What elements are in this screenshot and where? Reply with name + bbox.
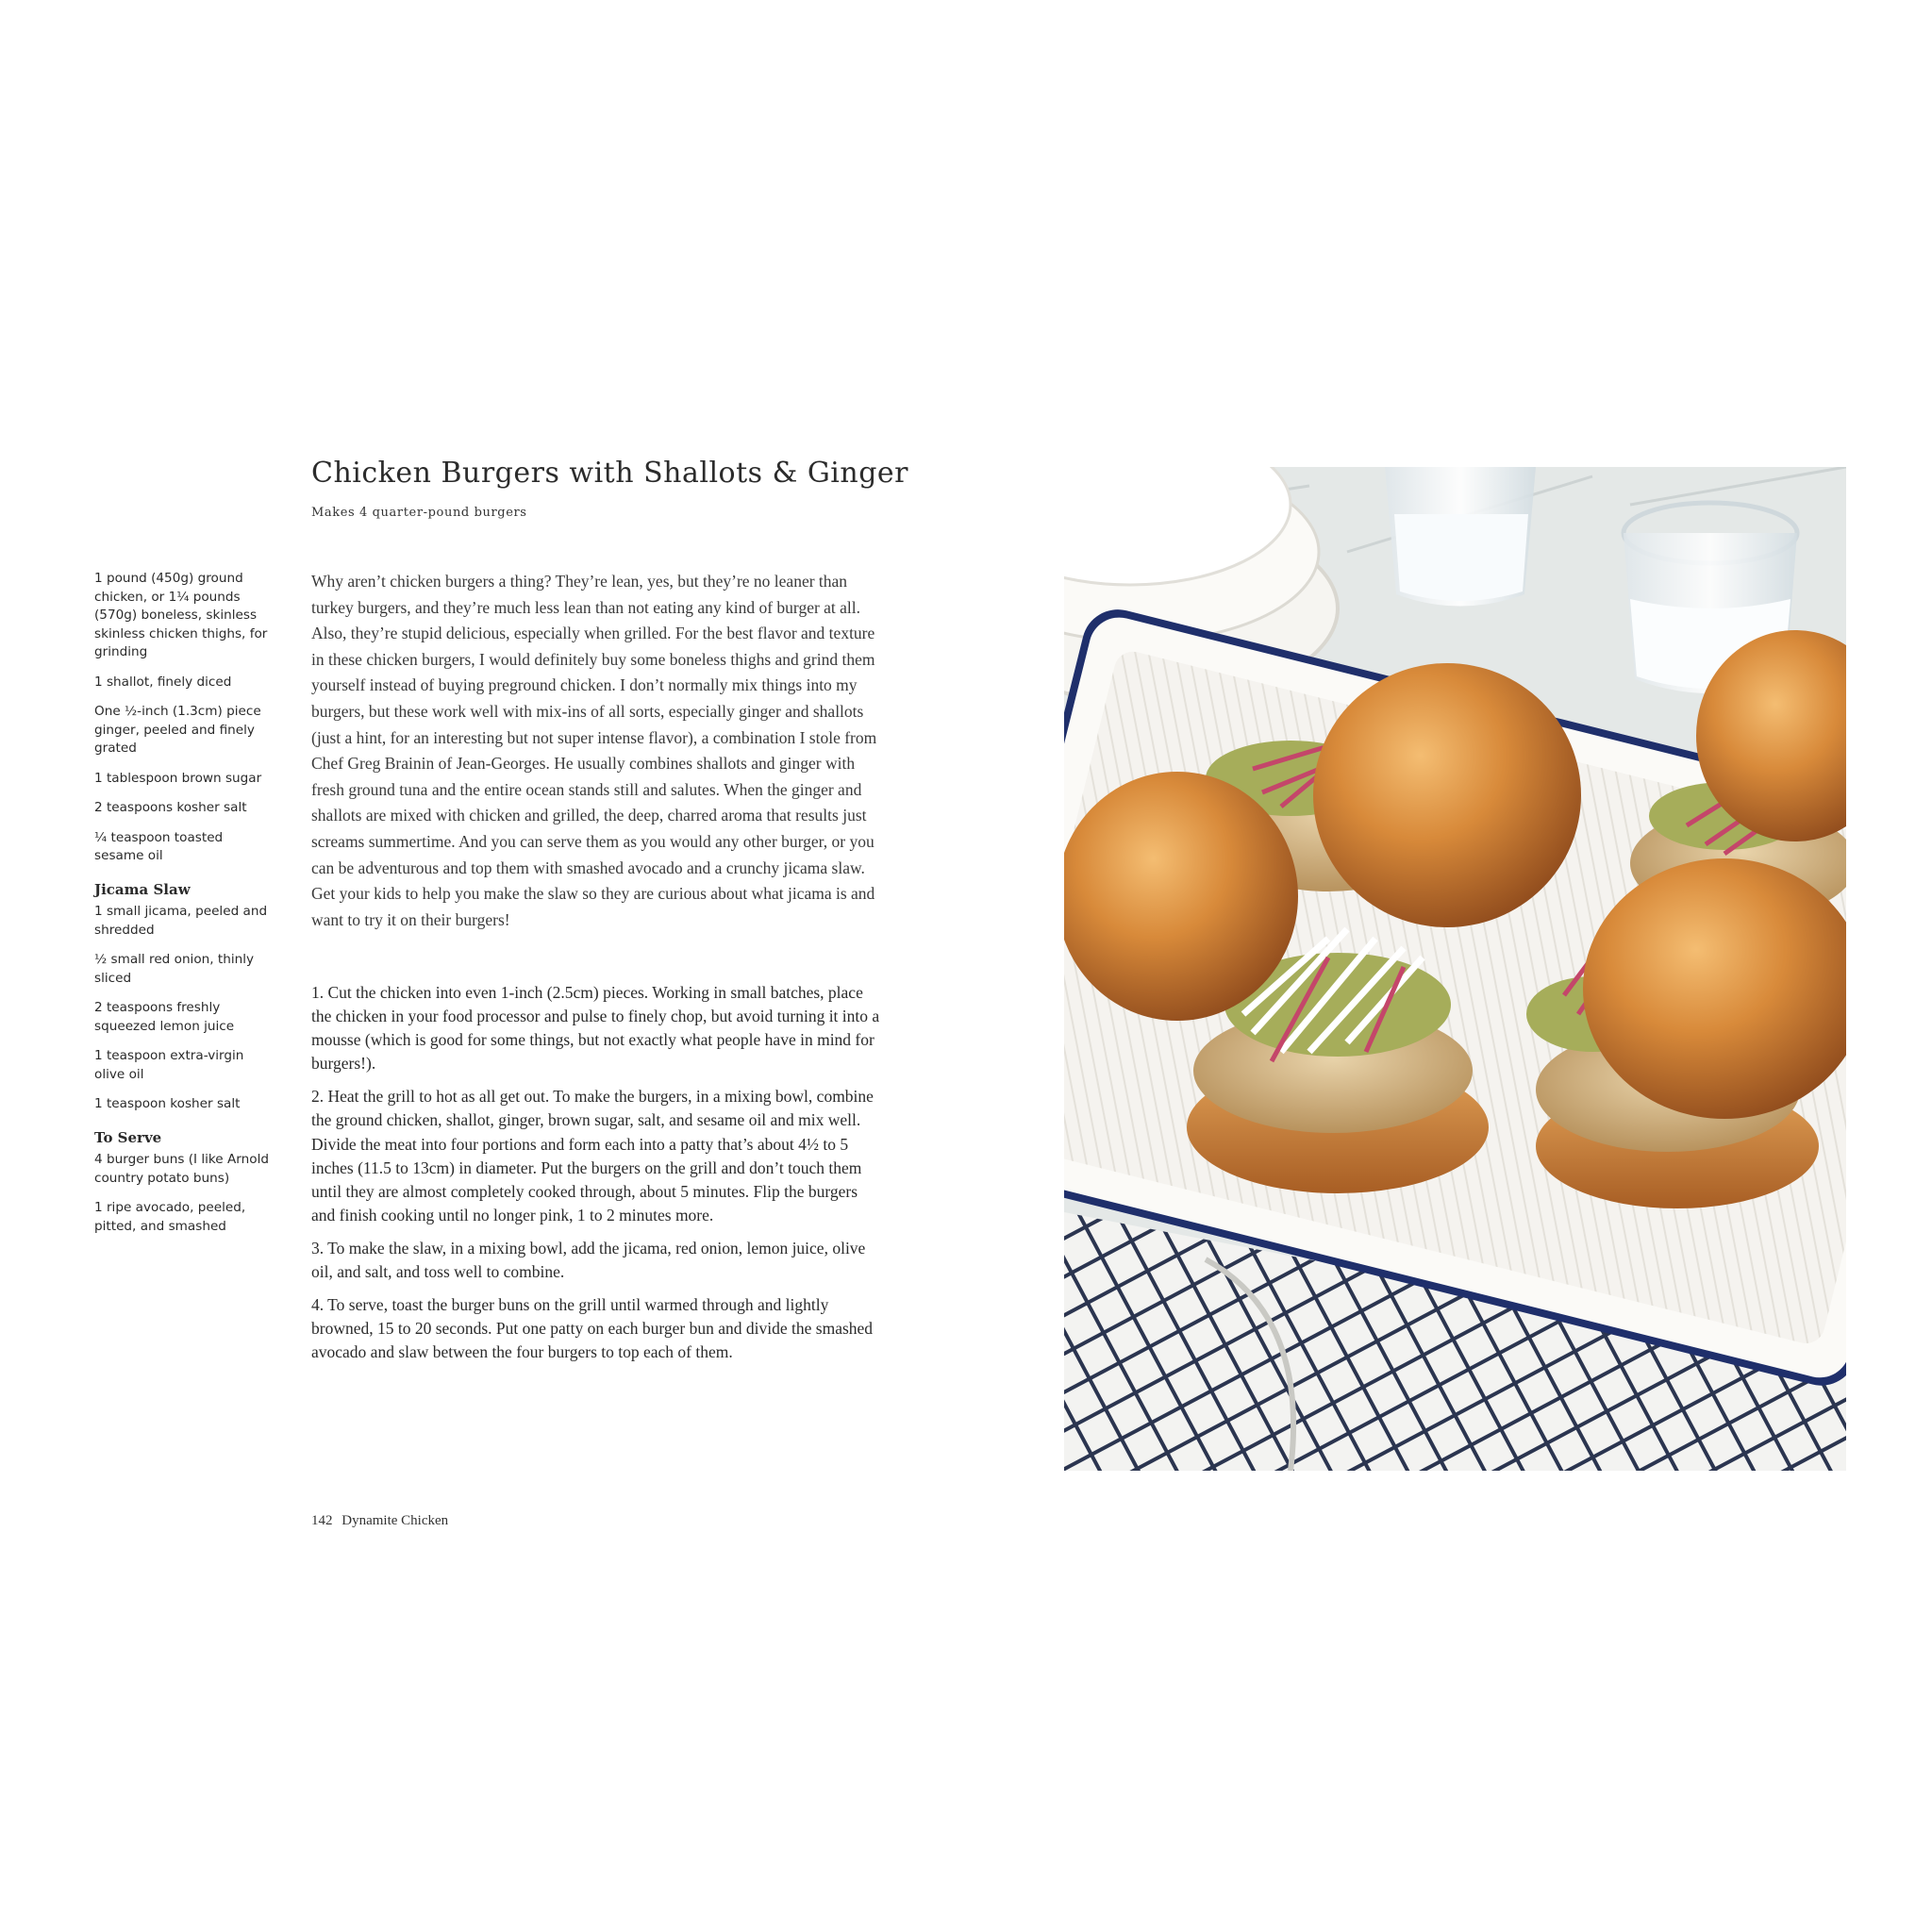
slaw-ingredient-item: 2 teaspoons freshly squeezed lemon juice [94, 1000, 235, 1034]
recipe-yield: Makes 4 quarter-pound burgers [311, 506, 527, 520]
method-step: 1. Cut the chicken into even 1-inch (2.5cm) pieces. Working in small batches, place the chicken in your food processor and pulse to finely chop, but avoid turning it into a mousse (which is good for some things, but not exactly what people have in mind for burgers!). [311, 983, 880, 1074]
method-step: 3. To make the slaw, in a mixing bowl, add the jicama, red onion, lemon juice, olive oil, and salt, and toss well to combine. [311, 1238, 866, 1282]
ingredients-column [94, 570, 269, 1247]
slaw-ingredient-item: 1 teaspoon extra-virgin olive oil [94, 1048, 244, 1082]
method-steps [311, 981, 882, 1374]
recipe-title: Chicken Burgers with Shallots & Ginger [311, 457, 909, 490]
ingredient-item: 1 pound (450g) ground chicken, or 1¼ pounds (570g) boneless, skinless skinless chicken thighs, for grinding [94, 571, 268, 659]
burger-photo [1064, 467, 1846, 1471]
serve-ingredient-item: 4 burger buns (I like Arnold country potato buns) [94, 1152, 269, 1186]
ingredient-item: 1 shallot, finely diced [94, 674, 232, 690]
serve-heading: To Serve [94, 1128, 162, 1146]
slaw-ingredient-item: ½ small red onion, thinly sliced [94, 952, 255, 986]
recipe-intro: Why aren’t chicken burgers a thing? They’re lean, yes, but they’re no leaner than turkey burgers, and they’re much less lean than not eating any kind of burger at all. Also, they’re stupid delicious, especially when grilled. For the best flavor and texture in these chicken burgers, I would definitely buy some boneless thighs and grind them yourself instead of buying preground chicken. I don’t normally mix things into my burgers, but these work well with mix-ins of all sorts, especially ginger and shallots (just a hint, for an interesting but not super intense flavor), a combination I stole from Chef Greg Brainin of Jean-Georges. He usually combines shallots and ginger with fresh ground tuna and the entire ocean stands still and salutes. When the ginger and shallots are mixed with chicken and grilled, the deep, charred aroma that results just screams summertime. And you can serve them as you would any other burger, or you can be adventurous and top them with smashed avocado and a crunchy jicama slaw. Get your kids to help you make the slaw so they are curious about what jicama is and want to try it on their burgers! [311, 572, 877, 929]
milk-glass [1385, 467, 1536, 607]
ingredient-item: 1 tablespoon brown sugar [94, 770, 262, 786]
method-step: 2. Heat the grill to hot as all get out. To make the burgers, in a mixing bowl, combine the ground chicken, shallot, ginger, brown sugar, salt, and sesame oil and mix well. Divide the meat into four portions and form each into a patty that’s about 4½ to 5 inches (11.5 to 13cm) in diameter. Put the burgers on the grill and don’t touch them until they are almost completely cooked through, about 5 minutes. Flip the burgers and finish cooking until no longer pink, 1 to 2 minutes more. [311, 1087, 874, 1224]
method-step: 4. To serve, toast the burger buns on the grill until warmed through and lightly browned, 15 to 20 seconds. Put one patty on each burger bun and divide the smashed avocado and slaw between the four burgers to top each of them. [311, 1295, 874, 1362]
page-footer [311, 1513, 454, 1529]
ingredient-item: 2 teaspoons kosher salt [94, 800, 247, 815]
section-name: Dynamite Chicken [341, 1513, 449, 1528]
slaw-ingredient-item: 1 small jicama, peeled and shredded [94, 904, 268, 938]
ingredient-item: One ½-inch (1.3cm) piece ginger, peeled and finely grated [94, 704, 261, 756]
slaw-heading: Jicama Slaw [94, 880, 191, 898]
serve-ingredient-item: 1 ripe avocado, peeled, pitted, and smashed [94, 1200, 246, 1234]
page-number: 142 [311, 1513, 333, 1528]
slaw-ingredient-item: 1 teaspoon kosher salt [94, 1096, 241, 1111]
ingredient-item: ¼ teaspoon toasted sesame oil [94, 829, 224, 863]
